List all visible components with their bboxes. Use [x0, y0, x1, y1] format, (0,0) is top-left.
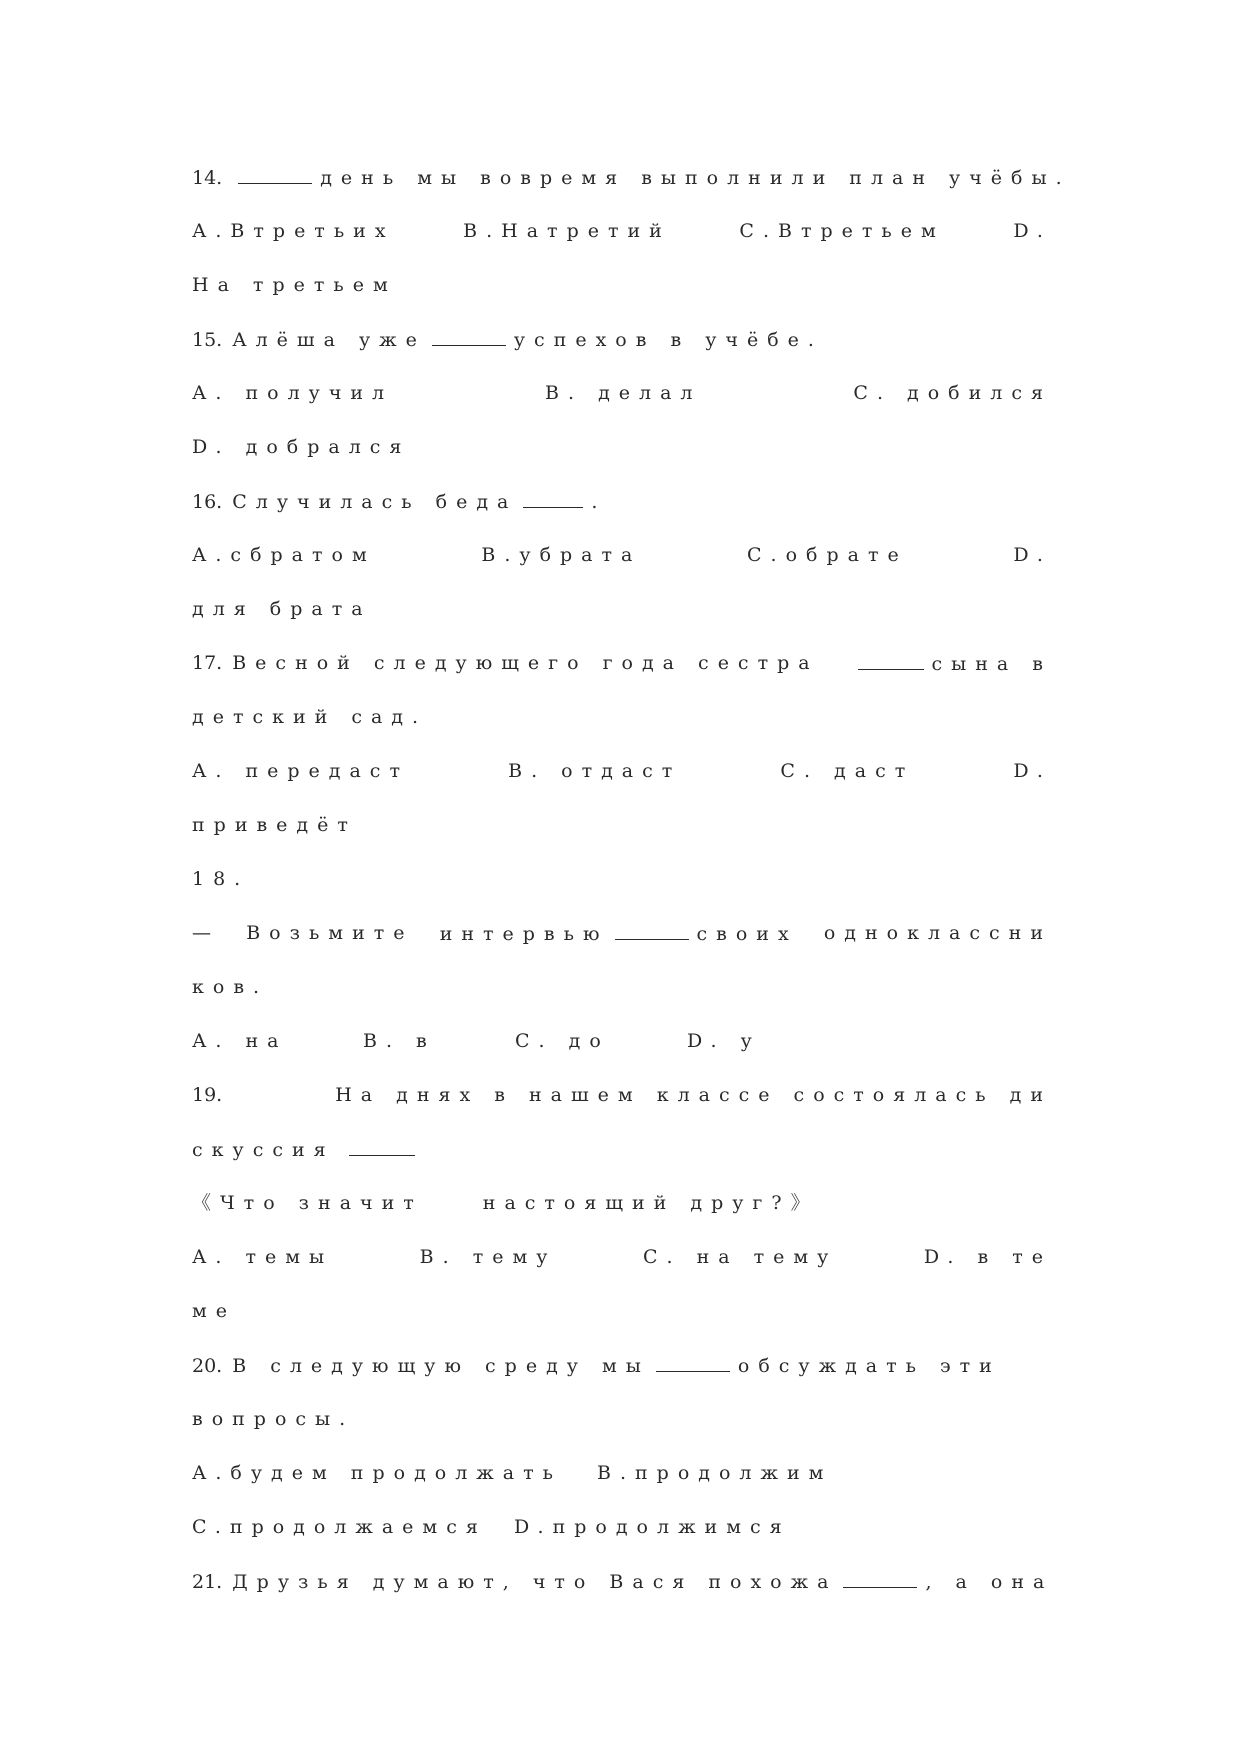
answer-blank	[523, 489, 583, 508]
q17-stem: 17. Весной следующего года сестра сына в	[192, 652, 1052, 675]
option-c: С. даст	[780, 760, 915, 782]
option-a: А. темы	[192, 1246, 334, 1268]
option-a: А.сбратом	[192, 544, 376, 566]
q16-options	[192, 543, 1052, 567]
q15-options	[192, 381, 1052, 405]
q21-stem: 21. Друзья думают, что Вася похожа , а она	[192, 1571, 1054, 1593]
q14-options	[192, 219, 1052, 243]
option-d: D. добрался	[192, 436, 411, 458]
option-b: В. делал	[545, 382, 702, 404]
q18-number: 18.	[192, 868, 250, 890]
option-a: А. на	[192, 1030, 288, 1052]
answer-blank	[843, 1569, 917, 1588]
q19-stem-continued: скуссия	[192, 1137, 423, 1162]
q18-options	[192, 1029, 761, 1053]
option-d: На третьем	[192, 274, 397, 296]
option-b: В. тему	[419, 1246, 557, 1268]
option-d: D.продолжимся	[514, 1516, 791, 1538]
answer-blank	[349, 1137, 415, 1156]
q15-stem: 15. Алёша уже успехов в учёбе.	[192, 329, 823, 351]
option-d-continued: ме	[192, 1300, 237, 1322]
q19-stem: 19. На днях в нашем классе состоялась ди	[192, 1084, 1052, 1106]
option-a: А. получил	[192, 382, 394, 404]
option-d: приведёт	[192, 814, 357, 836]
option-a: А.Втретьих	[192, 220, 395, 242]
q20-stem: 20. В следующую среду мы обсуждать эти	[192, 1355, 1001, 1377]
option-c: С. добился	[853, 382, 1052, 404]
answer-blank	[858, 651, 924, 670]
q20-options-row2	[192, 1515, 791, 1539]
option-c: С. до	[515, 1030, 610, 1052]
option-c: С. на тему	[642, 1246, 838, 1268]
answer-blank	[432, 327, 506, 346]
q20-options-row1	[192, 1461, 832, 1485]
option-b: В. отдаст	[508, 760, 682, 782]
q18-stem: — Возьмите интервью своих одноклассни	[192, 922, 1052, 945]
option-b: В.Натретий	[463, 220, 671, 242]
answer-blank	[615, 921, 689, 940]
q19-topic: 《Что значит настоящий друг?》	[192, 1192, 819, 1214]
q14-stem: 14. день мы вовремя выполнили план учёбы.	[192, 167, 1071, 189]
option-a: А. передаст	[192, 760, 409, 782]
q20-stem-continued: вопросы.	[192, 1408, 355, 1430]
q19-options	[192, 1245, 1052, 1269]
answer-blank	[238, 165, 312, 184]
option-d: D. у	[687, 1030, 761, 1052]
option-c: С.обрате	[747, 544, 908, 566]
option-b: В. в	[363, 1030, 436, 1052]
answer-blank	[656, 1353, 730, 1372]
option-c: С.Втретьем	[739, 220, 945, 242]
option-d: для брата	[192, 598, 372, 620]
option-d: D. в те	[923, 1246, 1052, 1268]
q18-stem-continued: ков.	[192, 976, 269, 998]
option-d-letter: D.	[1013, 760, 1052, 782]
option-d-letter: D.	[1013, 220, 1052, 242]
option-a: А.будем продолжать	[192, 1462, 562, 1484]
option-c: C.продолжаемся	[192, 1516, 487, 1538]
option-b: В.убрата	[481, 544, 642, 566]
option-d-letter: D.	[1013, 544, 1052, 566]
q17-stem-continued: детский сад.	[192, 706, 428, 728]
q17-options	[192, 759, 1052, 783]
q16-stem: 16. Случилась беда .	[192, 491, 607, 513]
option-b: B.продолжим	[597, 1462, 833, 1484]
